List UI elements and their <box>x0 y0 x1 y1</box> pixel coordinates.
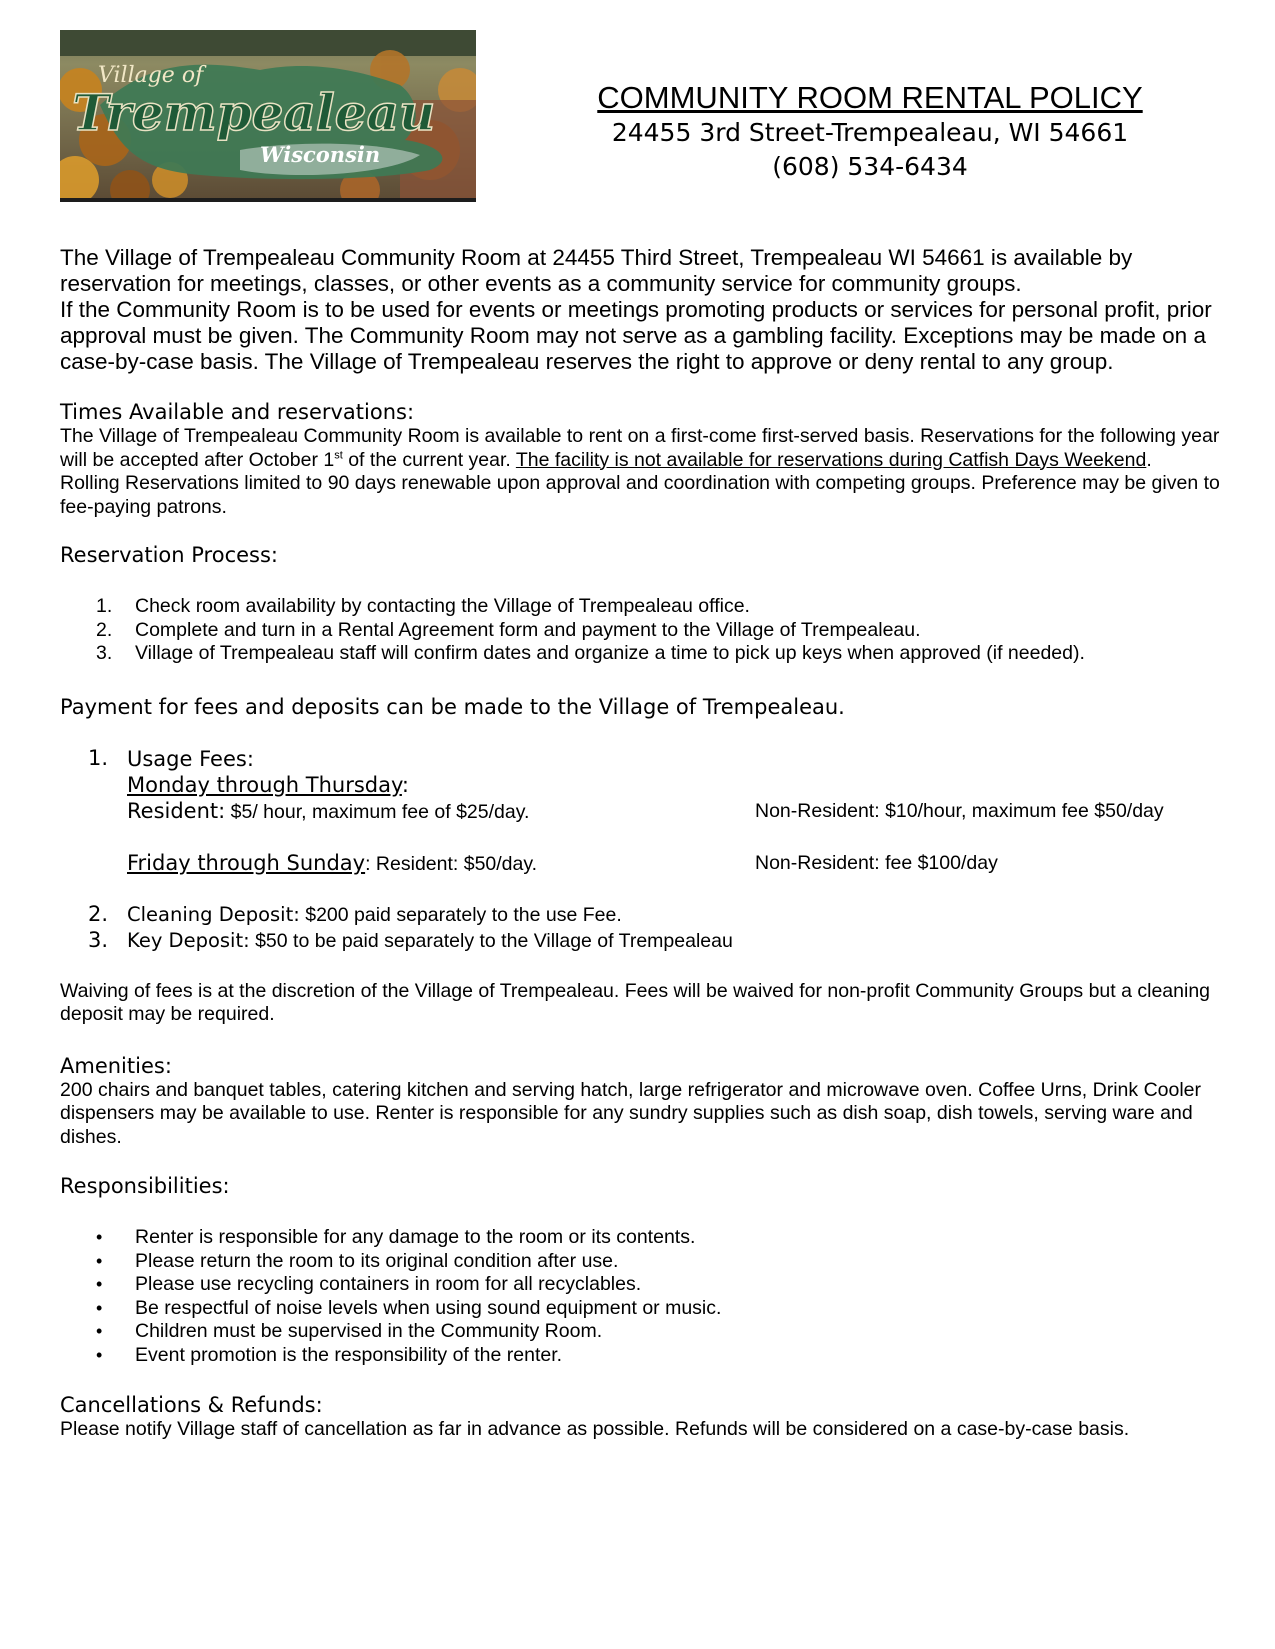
weekday-fees-row <box>127 798 1220 824</box>
list-text: Please return the room to its original condition after use. <box>135 1249 619 1272</box>
village-logo <box>60 30 476 202</box>
weekday-label-row <box>127 772 1220 798</box>
weekday-resident-label: Resident: <box>127 798 226 823</box>
logo-village-of: Village of <box>98 63 204 88</box>
catfish-days-notice: The facility is not available for reservations during Catfish Days Weekend <box>515 448 1147 471</box>
list-item <box>60 642 1220 666</box>
times-text-sup: st <box>334 449 343 461</box>
logo-wisconsin: Wisconsin <box>260 142 381 167</box>
list-text: Be respectful of noise levels when using sound equipment or music. <box>135 1296 722 1319</box>
document-body <box>60 215 1220 1442</box>
process-heading: Reservation Process: <box>60 543 278 567</box>
weekend-resident-fee: : Resident: $50/day. <box>365 852 538 875</box>
times-heading: Times Available and reservations: <box>60 400 415 424</box>
list-number: 2. <box>88 901 109 926</box>
list-item <box>60 1297 1220 1321</box>
list-number: 1. <box>88 745 109 770</box>
list-number: 1. <box>96 595 113 617</box>
payment-heading: Payment for fees and deposits can be made to the Village of Trempealeau. <box>60 694 845 719</box>
weekend-fees-row <box>127 850 1220 876</box>
times-text-b: of the current year. <box>342 448 516 471</box>
list-item <box>60 619 1220 643</box>
logo-trempealeau: Trempealeau <box>72 83 436 142</box>
key-deposit-item <box>60 928 1220 954</box>
document-header <box>560 80 1180 184</box>
key-deposit-label: Key Deposit: <box>127 928 250 952</box>
bullet-icon: • <box>96 1321 103 1341</box>
usage-fees-item <box>60 746 1220 876</box>
key-deposit-text: $50 to be paid separately to the Village of Trempealeau <box>249 929 733 952</box>
list-text: Event promotion is the responsibility of the renter. <box>135 1343 563 1366</box>
cancellations-paragraph: Please notify Village staff of cancellation as far in advance as possible. Refunds will be considered on a case-by-case basis. <box>60 1418 1130 1440</box>
list-item <box>60 1273 1220 1297</box>
bullet-icon: • <box>96 1250 103 1271</box>
process-list <box>60 595 1220 666</box>
list-number: 2. <box>96 618 113 641</box>
times-text-a: The Village of Trempealeau Community Room is available to rent on a first-come first-served basis. Reservations for the following year will be accepted after October 1 <box>60 425 1220 471</box>
rolling-reservations: Rolling Reservations limited to 90 days renewable upon approval and coordination with competing groups. Preference may be given to fee-paying patrons. <box>60 472 1220 518</box>
responsibilities-list <box>60 1226 1220 1367</box>
header-address: 24455 3rd Street-Trempealeau, WI 54661 <box>611 118 1129 147</box>
fees-list <box>60 746 1220 954</box>
cleaning-deposit-label: Cleaning Deposit: <box>127 902 300 926</box>
bullet-icon: • <box>96 1227 103 1247</box>
intro-paragraph-2: If the Community Room is to be used for events or meetings promoting products or services for personal profit, prior approval must be given. The Community Room may not serve as a gambling facility. Exceptions may be made on a case-by-case basis. The Village of Trempealeau reserves the right to approve or deny rental to any group. <box>60 297 1212 374</box>
amenities-paragraph: 200 chairs and banquet tables, catering kitchen and serving hatch, large refrigerator and microwave oven. Coffee Urns, Drink Cooler dispensers may be available to use. Renter is responsible for any sundry supplies such as dish soap, dish towels, serving ware and dishes. <box>60 1078 1202 1148</box>
cleaning-deposit-item <box>60 902 1220 928</box>
intro-paragraph-1: The Village of Trempealeau Community Room at 24455 Third Street, Trempealeau WI 54661 is available by reservation for meetings, classes, or other events as a community service for community groups. <box>60 245 1133 296</box>
list-item <box>60 1344 1220 1368</box>
list-item <box>60 1226 1220 1250</box>
cleaning-deposit-text: $200 paid separately to the use Fee. <box>299 903 622 926</box>
list-item <box>60 595 1220 619</box>
responsibilities-heading: Responsibilities: <box>60 1174 230 1198</box>
weekday-nonresident-fee: Non-Resident: $10/hour, maximum fee $50/day <box>755 799 1164 822</box>
bullet-icon: • <box>96 1297 103 1318</box>
list-number: 3. <box>88 927 109 952</box>
bullet-icon: • <box>96 1344 103 1365</box>
list-text: Village of Trempealeau staff will confirm dates and organize a time to pick up keys when approved (if needed). <box>135 642 1085 664</box>
list-text: Children must be supervised in the Community Room. <box>135 1320 603 1342</box>
usage-fees-label: Usage Fees: <box>127 746 254 771</box>
header-phone: (608) 534-6434 <box>772 152 968 181</box>
list-text: Check room availability by contacting the Village of Trempealeau office. <box>135 595 750 617</box>
weekday-colon: : <box>401 772 409 797</box>
document-title: COMMUNITY ROOM RENTAL POLICY <box>597 80 1143 115</box>
list-text: Please use recycling containers in room for all recyclables. <box>135 1273 642 1295</box>
cancellations-heading: Cancellations & Refunds: <box>60 1393 323 1417</box>
list-item <box>60 1250 1220 1274</box>
times-text-end: . <box>1146 448 1152 471</box>
weekend-nonresident-fee: Non-Resident: fee $100/day <box>755 851 998 874</box>
weekday-resident-fee: $5/ hour, maximum fee of $25/day. <box>225 800 530 823</box>
amenities-heading: Amenities: <box>60 1053 172 1078</box>
weekend-label: Friday through Sunday <box>127 850 366 875</box>
list-item <box>60 1320 1220 1344</box>
weekday-label: Monday through Thursday <box>127 772 402 797</box>
list-text: Renter is responsible for any damage to the room or its contents. <box>135 1226 696 1248</box>
times-paragraph <box>60 425 1220 472</box>
bullet-icon: • <box>96 1274 103 1294</box>
list-number: 3. <box>96 642 113 664</box>
fee-waiver-paragraph: Waiving of fees is at the discretion of the Village of Trempealeau. Fees will be waived for non-profit Community Groups but a cleaning deposit may be required. <box>60 979 1211 1025</box>
list-text: Complete and turn in a Rental Agreement form and payment to the Village of Trempealeau. <box>135 618 921 641</box>
